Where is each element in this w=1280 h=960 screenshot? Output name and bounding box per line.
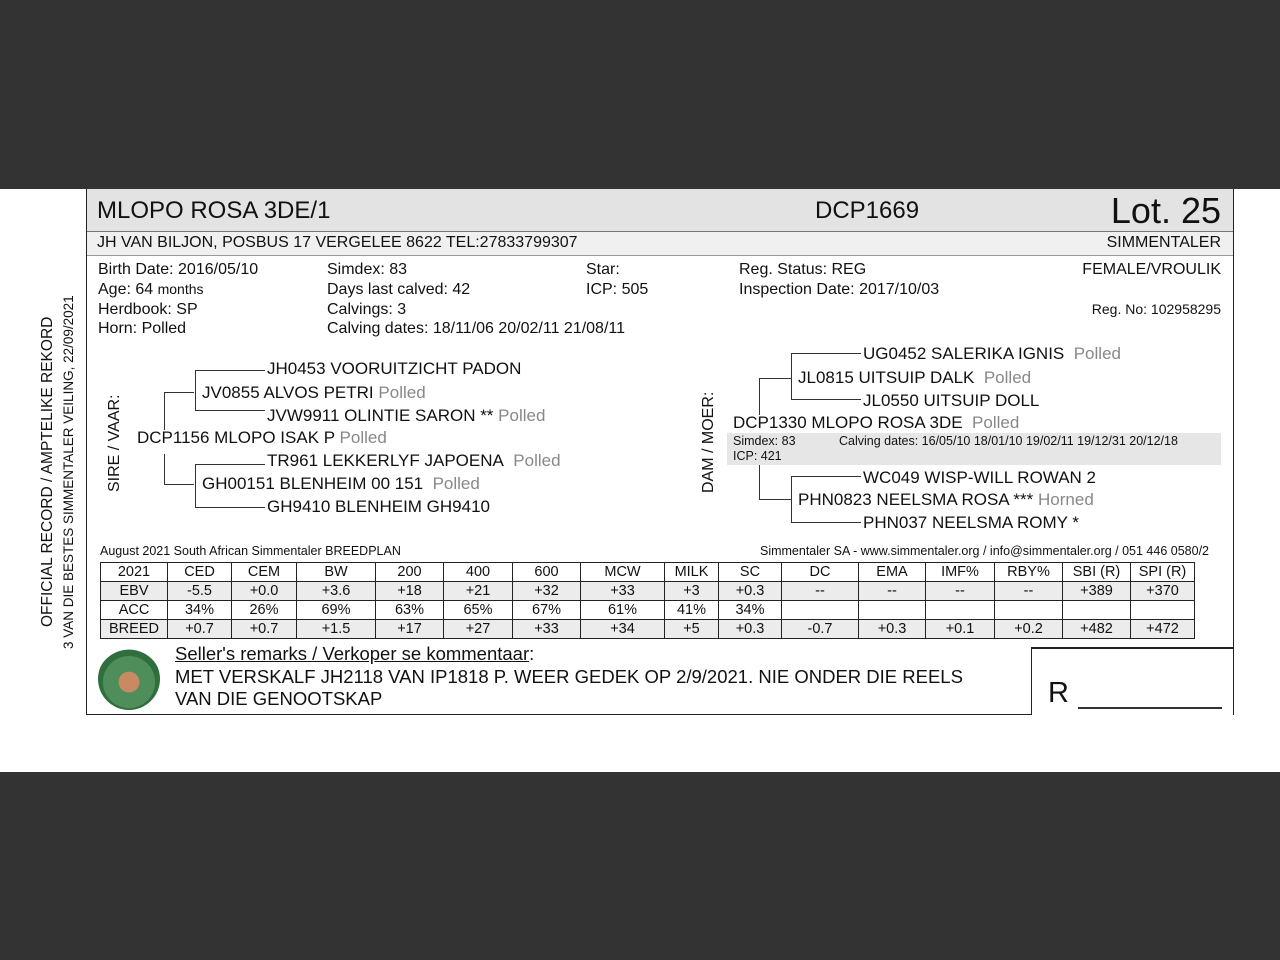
- breedplan-cell: SBI (R): [1063, 563, 1131, 582]
- acc-row: [101, 601, 1195, 620]
- breedplan-cell: 67%: [513, 601, 581, 620]
- price-blank-line[interactable]: [1078, 707, 1222, 709]
- age: Age: 64 months: [98, 281, 204, 298]
- ds-line-bottom: [791, 399, 861, 400]
- ds-bracket: [791, 353, 792, 399]
- sire-sire-sire: JH0453 VOORUITZICHT PADON: [267, 359, 522, 378]
- simdex: Simdex: 83: [327, 261, 408, 278]
- breedplan-cell: EBV: [101, 582, 168, 601]
- dam-dam-sire: WC049 WISP-WILL ROWAN 2: [863, 468, 1096, 487]
- breedplan-cell: +370: [1131, 582, 1195, 601]
- ss-line-top: [195, 370, 265, 371]
- remarks-line-2: VAN DIE GENOOTSKAP: [175, 688, 383, 709]
- breedplan-cell: 63%: [376, 601, 444, 620]
- breedplan-cell: +33: [513, 620, 581, 639]
- breed-row: [101, 620, 1195, 639]
- sire-bracket-top: [164, 392, 194, 393]
- sire: DCP1156 MLOPO ISAK P Polled: [137, 428, 387, 447]
- catalogue-card: [0, 189, 1280, 772]
- breedplan-cell: IMF%: [926, 563, 995, 582]
- breedplan-cell: CEM: [232, 563, 297, 582]
- dam-simdex: Simdex: 83: [733, 434, 796, 448]
- sire-dam: GH00151 BLENHEIM 00 151 Polled: [202, 474, 480, 493]
- breedplan-cell: +3: [665, 582, 719, 601]
- ds-line-top: [791, 353, 861, 354]
- sire-bracket: [164, 392, 165, 430]
- breedplan-cell: +0.1: [926, 620, 995, 639]
- breedplan-cell: 34%: [719, 601, 782, 620]
- breedplan-contact: Simmentaler SA - www.simmentaler.org / info@simmentaler.org / 051 446 0580/2: [759, 544, 1209, 558]
- breedplan-cell: [995, 601, 1063, 620]
- remarks-title: Seller's remarks / Verkoper se kommentaar:: [175, 643, 535, 664]
- dam-sire-dam: JL0550 UITSUIP DOLL: [863, 391, 1040, 410]
- dam-sire: JL0815 UITSUIP DALK Polled: [798, 368, 1032, 387]
- breedplan-cell: +5: [665, 620, 719, 639]
- birth-date: Birth Date: 2016/05/10: [98, 261, 259, 278]
- breedplan-cell: +18: [376, 582, 444, 601]
- breedplan-cell: +0.3: [719, 582, 782, 601]
- breedplan-cell: EMA: [859, 563, 926, 582]
- calvings: Calvings: 3: [327, 301, 407, 318]
- breedplan-cell: MCW: [581, 563, 665, 582]
- breedplan-cell: SC: [719, 563, 782, 582]
- sire-label: SIRE / VAAR:: [106, 394, 123, 492]
- price-prefix: R: [1048, 677, 1069, 709]
- breedplan-cell: BREED: [101, 620, 168, 639]
- sire-sire-dam: JVW9911 OLINTIE SARON ** Polled: [267, 406, 546, 425]
- breedplan-cell: [1131, 601, 1195, 620]
- sire-dam-sire: TR961 LEKKERLYF JAPOENA Polled: [267, 451, 561, 470]
- breedplan-cell: [1063, 601, 1131, 620]
- remarks-line-1: MET VERSKALF JH2118 VAN IP1818 P. WEER GEDEK OP 2/9/2021. NIE ONDER DIE REELS: [175, 666, 963, 687]
- dd-line-top: [791, 476, 861, 477]
- title-row: [87, 189, 1233, 232]
- breedplan-cell: +0.3: [719, 620, 782, 639]
- sex: FEMALE/VROULIK: [1082, 261, 1221, 278]
- breedplan-cell: +0.0: [232, 582, 297, 601]
- dam-bracket-top-h: [759, 378, 791, 379]
- breedplan-table: [100, 562, 1195, 639]
- breedplan-cell: +33: [581, 582, 665, 601]
- breedplan-cell: -0.7: [782, 620, 859, 639]
- breedplan-cell: ACC: [101, 601, 168, 620]
- breedplan-cell: 26%: [232, 601, 297, 620]
- breedplan-cell: 600: [513, 563, 581, 582]
- breedplan-cell: 200: [376, 563, 444, 582]
- dam-bracket-bottom: [759, 465, 760, 499]
- dam: DCP1330 MLOPO ROSA 3DE Polled: [733, 413, 1020, 432]
- breedplan-cell: +32: [513, 582, 581, 601]
- dd-line-bottom: [791, 522, 861, 523]
- reg-number: Reg. No: 102958295: [1091, 301, 1221, 317]
- breedplan-cell: +17: [376, 620, 444, 639]
- breedplan-cell: +0.7: [168, 620, 232, 639]
- ss-line-bottom: [195, 410, 265, 411]
- lot-number: Lot. 25: [1110, 190, 1221, 231]
- dam-calving-dates: Calving dates: 16/05/10 18/01/10 19/02/11 19/12/31 20/12/18: [839, 434, 1178, 448]
- days-last-calved: Days last calved: 42: [327, 281, 471, 298]
- breedplan-cell: 41%: [665, 601, 719, 620]
- breedplan-cell: +472: [1131, 620, 1195, 639]
- herdbook: Herdbook: SP: [98, 301, 198, 318]
- breedplan-cell: 34%: [168, 601, 232, 620]
- breedplan-header-row: [101, 563, 1195, 582]
- dd-bracket: [791, 476, 792, 522]
- animal-name: MLOPO ROSA 3DE/1: [97, 197, 331, 224]
- horn-status: Horn: Polled: [98, 320, 187, 337]
- breedplan-cell: +3.6: [297, 582, 376, 601]
- dam-bracket-bottom-h: [759, 499, 791, 500]
- breedplan-caption: August 2021 South African Simmentaler BREEDPLAN: [100, 544, 401, 558]
- breedplan-cell: [926, 601, 995, 620]
- owner-row: [87, 232, 1233, 256]
- breedplan-cell: 2021: [101, 563, 168, 582]
- breedplan-cell: +34: [581, 620, 665, 639]
- dam-bracket-top: [759, 378, 760, 415]
- breedplan-cell: MILK: [665, 563, 719, 582]
- breedplan-cell: --: [782, 582, 859, 601]
- dam-dam: PHN0823 NEELSMA ROSA *** Horned: [798, 490, 1094, 509]
- simmentaler-logo-icon: [98, 648, 160, 710]
- breedplan-cell: --: [859, 582, 926, 601]
- calving-dates: Calving dates: 18/11/06 20/02/11 21/08/11: [327, 320, 626, 337]
- breedplan-cell: SPI (R): [1131, 563, 1195, 582]
- breedplan-cell: [782, 601, 859, 620]
- icp: ICP: 505: [586, 281, 649, 298]
- breedplan-cell: +0.3: [859, 620, 926, 639]
- breedplan-cell: 61%: [581, 601, 665, 620]
- official-record-text: OFFICIAL RECORD / AMPTELIKE REKORD: [39, 316, 56, 627]
- breedplan-cell: +0.2: [995, 620, 1063, 639]
- breedplan-cell: 65%: [444, 601, 513, 620]
- sire-bracket-bottom: [164, 484, 194, 485]
- breedplan-cell: 400: [444, 563, 513, 582]
- ebv-row: [101, 582, 1195, 601]
- inspection-date: Inspection Date: 2017/10/03: [739, 281, 940, 298]
- breedplan-cell: --: [926, 582, 995, 601]
- breedplan-cell: --: [995, 582, 1063, 601]
- breedplan-cell: DC: [782, 563, 859, 582]
- dam-icp: ICP: 421: [733, 449, 782, 463]
- breedplan-cell: +482: [1063, 620, 1131, 639]
- breedplan-cell: +27: [444, 620, 513, 639]
- breedplan-cell: CED: [168, 563, 232, 582]
- dam-label: DAM / MOER:: [700, 391, 717, 493]
- dam-info-bar: [727, 433, 1221, 465]
- breed: SIMMENTALER: [1106, 234, 1221, 251]
- breedplan-cell: 69%: [297, 601, 376, 620]
- breedplan-cell: +21: [444, 582, 513, 601]
- breedplan-cell: +1.5: [297, 620, 376, 639]
- dam-dam-dam: PHN037 NEELSMA ROMY *: [863, 513, 1080, 532]
- animal-id: DCP1669: [815, 197, 920, 224]
- owner-info: JH VAN BILJON, POSBUS 17 VERGELEE 8622 TEL:27833799307: [97, 234, 578, 251]
- star: Star:: [586, 261, 620, 278]
- sire-sire: JV0855 ALVOS PETRI Polled: [202, 383, 426, 402]
- breedplan-cell: +0.7: [232, 620, 297, 639]
- sd-bracket: [195, 464, 196, 507]
- lot-card: [86, 189, 1234, 715]
- breedplan-cell: BW: [297, 563, 376, 582]
- dam-sire-sire: UG0452 SALERIKA IGNIS Polled: [863, 344, 1121, 363]
- breedplan-cell: RBY%: [995, 563, 1063, 582]
- sd-bracket-low: [164, 454, 165, 484]
- reg-status: Reg. Status: REG: [739, 261, 867, 278]
- sd-line-top: [195, 464, 265, 465]
- price-box-line: [1032, 647, 1233, 649]
- breedplan-cell: [859, 601, 926, 620]
- sd-line-bottom: [195, 507, 265, 508]
- ss-bracket: [195, 370, 196, 410]
- sire-dam-dam: GH9410 BLENHEIM GH9410: [267, 497, 490, 516]
- breedplan-cell: +389: [1063, 582, 1131, 601]
- auction-text: 3 VAN DIE BESTES SIMMENTALER VEILING, 22/09/2021: [61, 295, 76, 649]
- breedplan-cell: -5.5: [168, 582, 232, 601]
